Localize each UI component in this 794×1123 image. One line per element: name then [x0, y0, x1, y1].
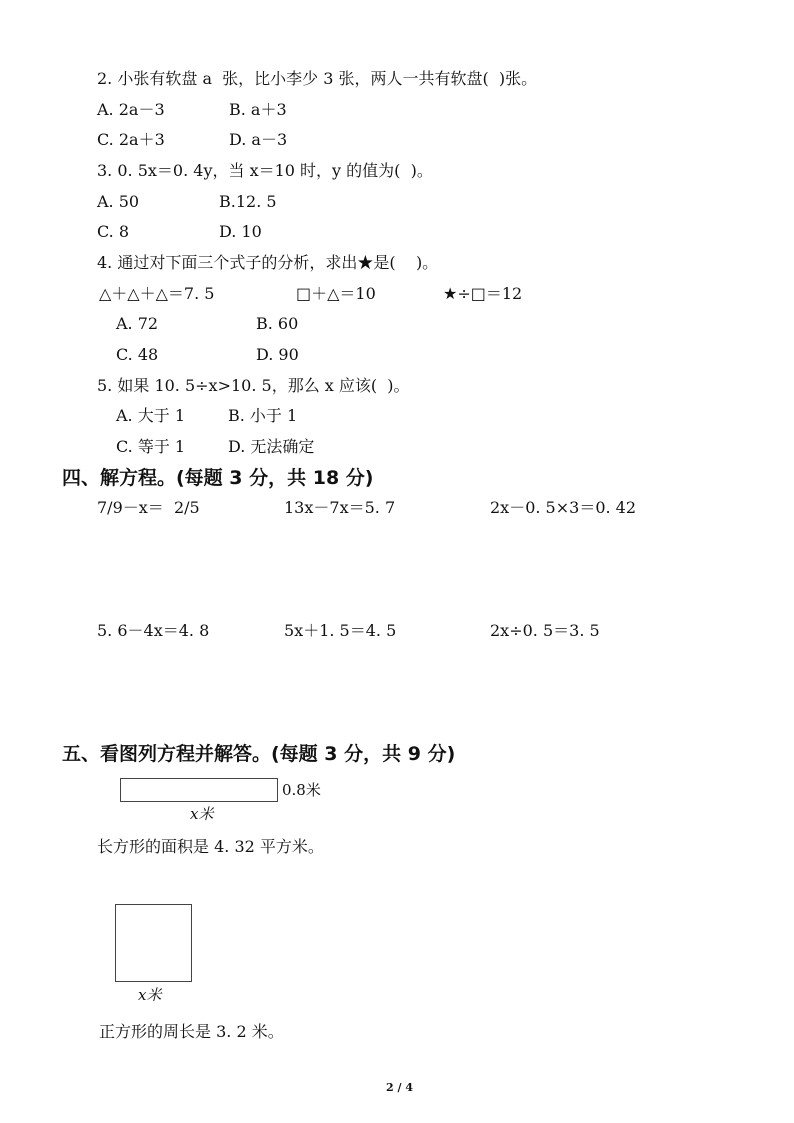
section-4-heading: 四、解方程。(每题 3 分，共 18 分) — [62, 467, 374, 489]
q2-option-b: B. a＋3 — [229, 100, 287, 119]
q5-option-c: C. 等于 1 — [116, 437, 186, 456]
rectangle-area-text: 长方形的面积是 4. 32 平方米。 — [97, 837, 324, 856]
q2-option-c: C. 2a＋3 — [97, 130, 165, 149]
q4-expression-1: △＋△＋△＝7. 5 — [99, 284, 215, 303]
equation-6: 2x÷0. 5＝3. 5 — [490, 621, 600, 640]
q5-option-d: D. 无法确定 — [228, 437, 315, 456]
equation-3: 2x－0. 5×3＝0. 42 — [490, 498, 637, 517]
rectangle-figure — [120, 778, 278, 802]
equation-2: 13x－7x＝5. 7 — [284, 498, 396, 517]
q3-option-c: C. 8 — [97, 222, 130, 241]
square-figure — [115, 904, 192, 982]
q5-stem: 5. 如果 10. 5÷x>10. 5，那么 x 应该( )。 — [97, 376, 410, 395]
square-perimeter-text: 正方形的周长是 3. 2 米。 — [99, 1022, 284, 1041]
q4-expression-2: □＋△＝10 — [296, 284, 376, 303]
q2-option-a: A. 2a－3 — [97, 100, 165, 119]
q3-option-d: D. 10 — [219, 222, 262, 241]
q4-option-c: C. 48 — [116, 345, 159, 364]
q3-option-a: A. 50 — [97, 192, 140, 211]
q2-option-d: D. a－3 — [229, 130, 288, 149]
q3-stem: 3. 0. 5x＝0. 4y，当 x＝10 时，y 的值为( )。 — [97, 161, 433, 180]
page-number: 2 / 4 — [386, 1081, 413, 1094]
square-side-label: x米 — [138, 986, 162, 1004]
q5-option-b: B. 小于 1 — [228, 406, 298, 425]
q3-option-b: B.12. 5 — [219, 192, 277, 211]
q4-option-b: B. 60 — [256, 314, 299, 333]
q4-stem: 4. 通过对下面三个式子的分析，求出★是( )。 — [97, 253, 439, 272]
rectangle-width-label: 0.8米 — [282, 781, 321, 799]
equation-4: 5. 6－4x＝4. 8 — [97, 621, 210, 640]
q5-option-a: A. 大于 1 — [116, 406, 185, 425]
equation-1: 7/9－x＝ 2/5 — [97, 498, 200, 517]
section-5-heading: 五、看图列方程并解答。(每题 3 分，共 9 分) — [62, 743, 456, 765]
q2-stem: 2. 小张有软盘 a 张，比小李少 3 张，两人一共有软盘( )张。 — [97, 69, 538, 88]
equation-5: 5x＋1. 5＝4. 5 — [284, 621, 397, 640]
rectangle-length-label: x米 — [190, 805, 214, 823]
q4-option-a: A. 72 — [116, 314, 159, 333]
q4-expression-3: ★÷□＝12 — [443, 284, 523, 303]
q4-option-d: D. 90 — [256, 345, 299, 364]
